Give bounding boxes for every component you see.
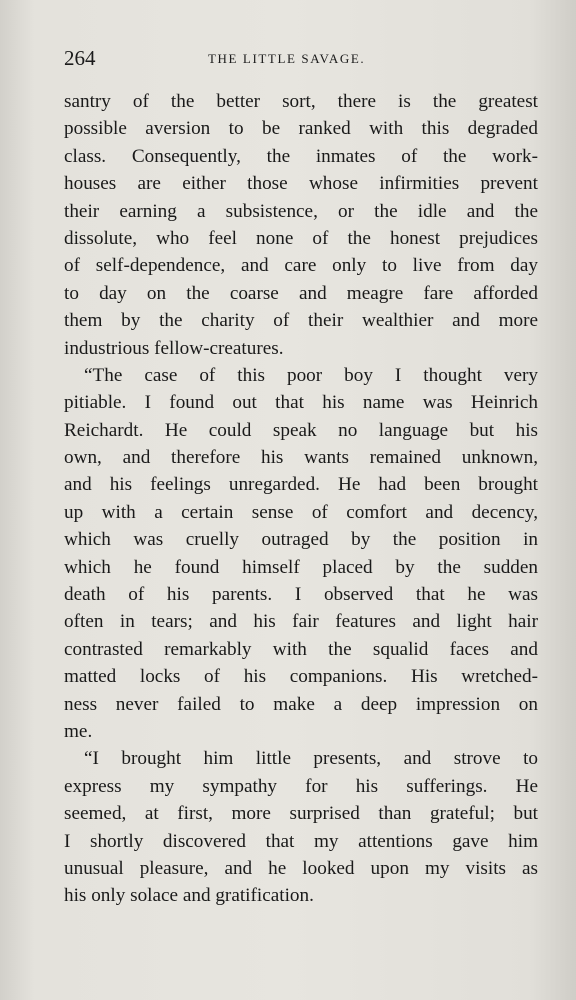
- text-line: unusual pleasure, and he looked upon my visits as: [64, 857, 538, 879]
- text-line: express my sympathy for his sufferings. He: [64, 775, 538, 797]
- text-line: seemed, at first, more surprised than grateful; but: [64, 803, 538, 825]
- text-line: and his feelings unregarded. He had been brought: [64, 474, 538, 496]
- text-line: Reichardt. He could speak no language but his: [64, 419, 538, 441]
- text-line: them by the charity of their wealthier and more: [64, 310, 538, 332]
- text-line: I shortly discovered that my attentions gave him: [64, 830, 538, 852]
- text-line: santry of the better sort, there is the greatest: [64, 91, 538, 112]
- paragraph-2: [64, 362, 538, 745]
- text-line: their earning a subsistence, or the idle and the: [64, 200, 538, 222]
- running-title: THE LITTLE SAVAGE.: [208, 51, 366, 66]
- text-line: often in tears; and his fair features and light hair: [64, 611, 538, 633]
- text-line: pitiable. I found out that his name was Heinrich: [64, 392, 538, 414]
- paragraph-3: [64, 745, 538, 909]
- text-line: to day on the coarse and meagre fare afforded: [64, 282, 538, 304]
- page-header: [64, 44, 538, 72]
- text-line: dissolute, who feel none of the honest prejudices: [64, 227, 538, 249]
- paragraph-1: [64, 88, 538, 362]
- text-line: industrious fellow-creatures.: [64, 337, 284, 359]
- text-line: houses are either those whose infirmities prevent: [64, 173, 538, 195]
- text-line: his only solace and gratification.: [64, 885, 314, 907]
- text-line: which he found himself placed by the sudden: [64, 556, 538, 578]
- text-line: “The case of this poor boy I thought very: [84, 364, 538, 386]
- text-line: class. Consequently, the inmates of the work-: [64, 145, 538, 167]
- text-line: of self-dependence, and care only to live from day: [64, 255, 538, 277]
- text-line: contrasted remarkably with the squalid faces and: [64, 638, 538, 660]
- page-number: 264: [64, 46, 96, 70]
- text-line: up with a certain sense of comfort and decency,: [64, 501, 538, 523]
- text-line: ness never failed to make a deep impression on: [64, 693, 538, 715]
- text-line: me.: [64, 720, 93, 742]
- text-line: own, and therefore his wants remained unknown,: [64, 447, 538, 469]
- text-line: matted locks of his companions. His wretched-: [64, 666, 538, 688]
- text-line: possible aversion to be ranked with this degraded: [64, 118, 538, 140]
- text-line: which was cruelly outraged by the position in: [64, 529, 538, 551]
- body-text: [64, 88, 538, 910]
- text-line: “I brought him little presents, and strove to: [84, 748, 538, 770]
- text-line: death of his parents. I observed that he was: [64, 584, 538, 606]
